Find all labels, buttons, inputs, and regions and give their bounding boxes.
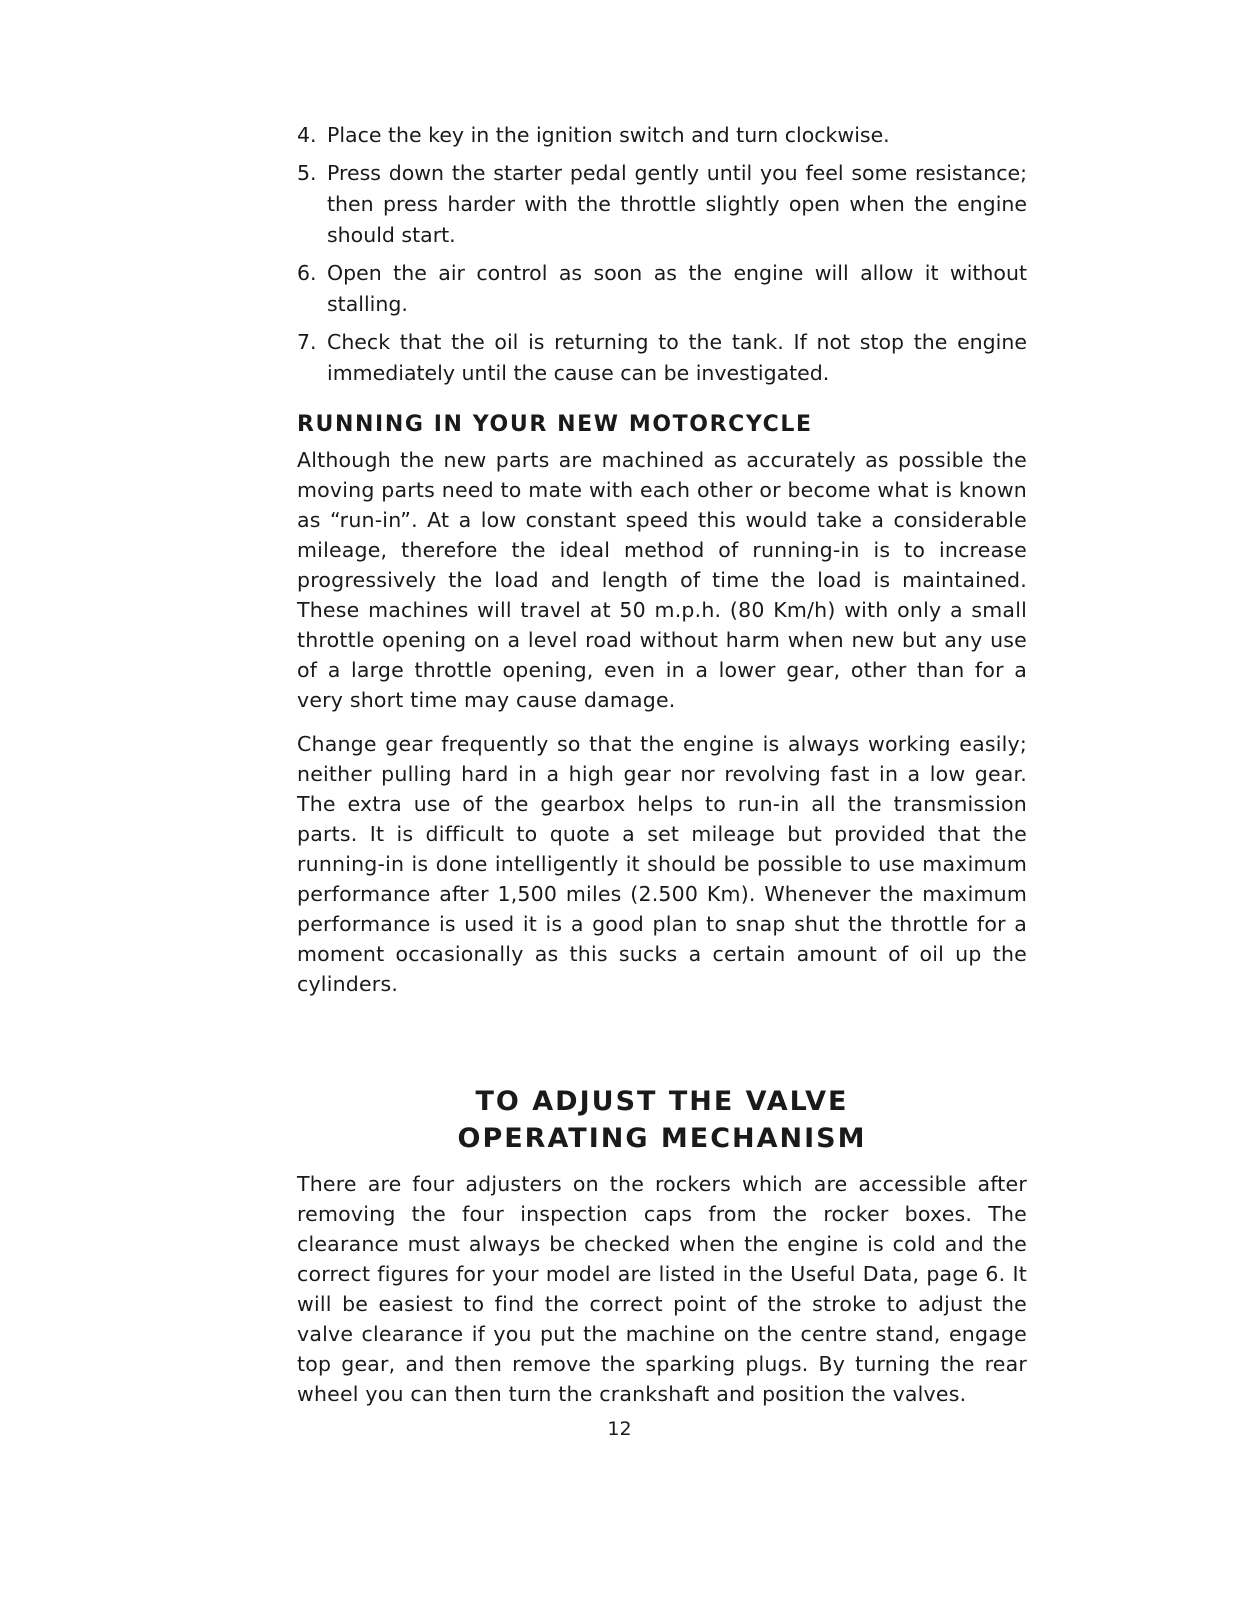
valve-adjust-heading-line-2: OPERATING MECHANISM [457, 1123, 867, 1154]
running-in-paragraph-1: Although the new parts are machined as accurately as possible the moving parts need to mate with each other or become what is known as “run-in”. At a low constant speed this would take a considerable mileage, therefore the ideal method of running-in is to increase progressively the load and length of time the load is maintained. These machines will travel at 50 m.p.h. (80 Km/h) with only a small throttle opening on a level road without harm when new but any use of a large throttle opening, even in a lower gear, other than for a very short time may cause damage. [297, 448, 1027, 712]
list-item [297, 327, 1027, 389]
running-in-paragraph-2: Change gear frequently so that the engine is always working easily; neither pulling hard in a high gear nor revolving fast in a low gear. The extra use of the gearbox helps to run-in all the transmission parts. It is difficult to quote a set mileage but provided that the running-in is done intelligently it should be possible to use maximum performance after 1,500 miles (2.500 Km). Whenever the maximum performance is used it is a good plan to snap shut the throttle for a moment occasionally as this sucks a certain amount of oil up the cylinders. [297, 732, 1027, 996]
list-item-number: 6. [297, 261, 317, 285]
list-item-number: 7. [297, 330, 317, 354]
list-item-number: 4. [297, 123, 317, 147]
valve-adjust-heading-line-1: TO ADJUST THE VALVE [475, 1086, 849, 1117]
starting-steps-list [297, 120, 1027, 389]
valve-adjust-heading [297, 1083, 1027, 1157]
valve-adjust-paragraph: There are four adjusters on the rockers which are accessible after removing the four inspection caps from the rocker boxes. The clearance must always be checked when the engine is cold and the correct figures for your model are listed in the Useful Data, page 6. It will be easiest to find the correct point of the stroke to adjust the valve clearance if you put the machine on the centre stand, engage top gear, and then remove the sparking plugs. By turning the rear wheel you can then turn the crankshaft and position the valves. [297, 1172, 1027, 1406]
list-item [297, 120, 1027, 151]
running-in-heading: RUNNING IN YOUR NEW MOTORCYCLE [297, 412, 813, 437]
page-number: 12 [607, 1418, 632, 1440]
list-item-text: Place the key in the ignition switch and turn clockwise. [327, 123, 890, 147]
list-item-text: Press down the starter pedal gently until you feel some resistance; then press harder with the throttle slightly open when the engine should start. [327, 161, 1027, 247]
page-content [297, 120, 1027, 1423]
list-item [297, 258, 1027, 320]
list-item [297, 158, 1027, 251]
list-item-number: 5. [297, 161, 317, 185]
list-item-text: Open the air control as soon as the engine will allow it without stalling. [327, 261, 1027, 316]
list-item-text: Check that the oil is returning to the tank. If not stop the engine immediately until the cause can be investigated. [327, 330, 1027, 385]
